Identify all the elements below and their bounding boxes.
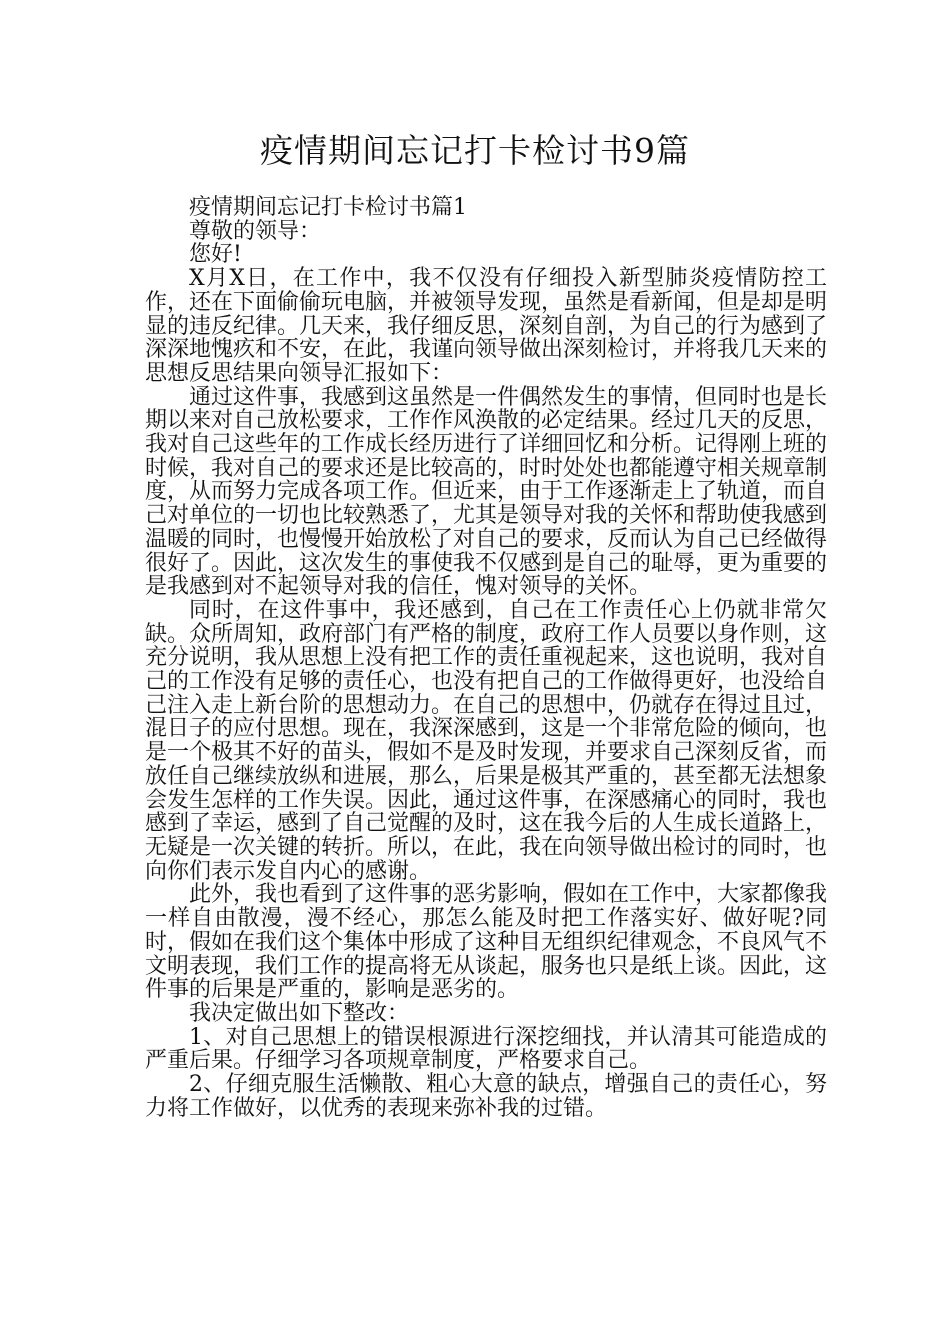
document-title: 疫情期间忘记打卡检讨书9篇 (260, 131, 690, 170)
paragraph-reflection: 通过这件事，我感到这虽然是一件偶然发生的事情，但同时也是长期以来对自己放松要求，工作作风涣散的必定结果。经过几天的反思，我对自己这些年的工作成长经历进行了详细回忆和分析。记得刚上班的时候，我对自己的要求还是比较高的，时时处处也都能遵守相关规章制度，从而努力完成各项工作。但近来，由于工作逐渐走上了轨道，而自己对单位的一切也比较熟悉了，尤其是领导对我的关怀和帮助使我感到温暖的同时，也慢慢开始放松了对自己的要求，反而认为自己已经做得很好了。因此，这次发生的事使我不仅感到是自己的耻辱，更为重要的是我感到对不起领导对我的信任，愧对领导的关怀。 (145, 384, 828, 600)
list-item: 1、对自己思想上的错误根源进行深挖细找，并认清其可能造成的严重后果。仔细学习各项规章制度，严格要求自己。 (145, 1024, 827, 1074)
salutation: 尊敬的领导： (189, 218, 322, 244)
paragraph-intro: X月X日，在工作中，我不仅没有仔细投入新型肺炎疫情防控工作，还在下面偷偷玩电脑，并被领导发现，虽然是看新闻，但是却是明显的违反纪律。几天来，我仔细反思，深刻自剖，为自己的行为感到了深深地愧疚和不安，在此，我谨向领导做出深刻检讨，并将我几天来的思想反思结果向领导汇报如下： (145, 266, 828, 386)
section-heading: 疫情期间忘记打卡检讨书篇1 (189, 195, 467, 220)
paragraph-responsibility: 同时，在这件事中，我还感到，自己在工作责任心上仍就非常欠缺。众所周知，政府部门有严格的制度，政府工作人员要以身作则，这充分说明，我从思想上没有把工作的责任重视起来，这也说明，我对自己的工作没有足够的责任心，也没有把自己的工作做得更好，也没给自己注入走上新台阶的思想动力。在自己的思想中，仍就存在得过且过，混日子的应付思想。现在，我深深感到，这是一个非常危险的倾向，也是一个极其不好的苗头，假如不是及时发现，并要求自己深刻反省，而放任自己继续放纵和进展，那么，后果是极其严重的，甚至都无法想象会发生怎样的工作失误。因此，通过这件事，在深感痛心的同时，我也感到了幸运，感到了自己觉醒的及时，这在我今后的人生成长道路上，无疑是一次关键的转折。所以，在此，我在向领导做出检讨的同时，也向你们表示发自内心的感谢。 (145, 597, 828, 884)
document-body (145, 196, 827, 1120)
list-item: 2、仔细克服生活懒散、粗心大意的缺点，增强自己的责任心，努力将工作做好，以优秀的表现来弥补我的过错。 (145, 1072, 827, 1121)
paragraph-decision: 我决定做出如下整改： (189, 1000, 410, 1026)
paragraph-impact: 此外，我也看到了这件事的恶劣影响，假如在工作中，大家都像我一样自由散漫，漫不经心，那怎么能及时把工作落实好、做好呢?同时，假如在我们这个集体中形成了这种目无组织纪律观念，不良风气不文明表现，我们工作的提高将无从谈起，服务也只是纸上谈。因此，这件事的后果是严重的，影响是恶劣的。 (145, 882, 828, 1003)
greeting: 您好! (189, 242, 242, 268)
